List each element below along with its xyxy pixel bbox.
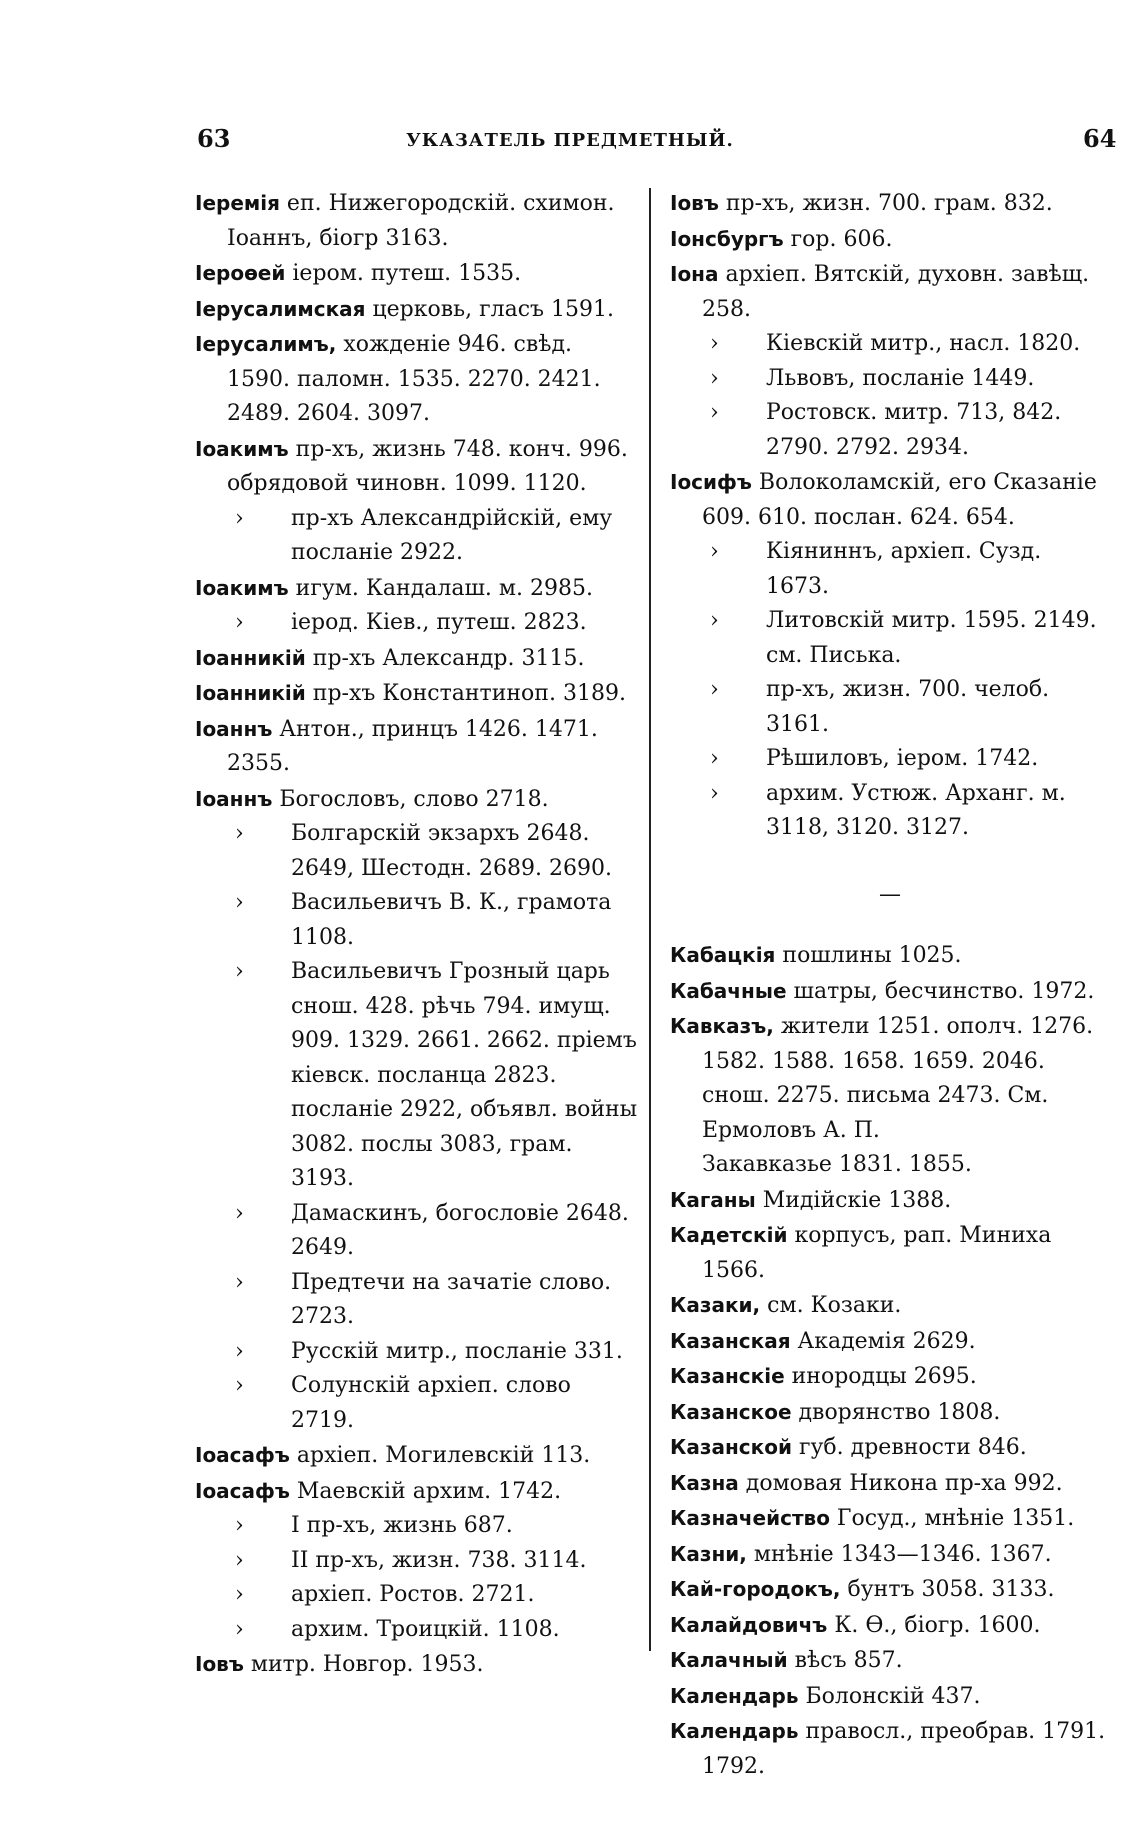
index-entry [195, 186, 640, 256]
entry-heading: Калайдовичъ [670, 1612, 828, 1637]
entry-text: пр-хъ, жизн. 700. грам. 832. [718, 191, 1053, 216]
index-entry [670, 1395, 1110, 1431]
entry-text: Болонскій 437. [798, 1683, 981, 1709]
subentry-text: Васильевичъ Грозный царь снош. 428. рѣчь 794. имущ. 909. 1329. 2661. 2662. пріемъ кіевск. посланца 2823. посланіе 2922, объявл. войны 3082. послы 3083, грам. 3193. [291, 959, 638, 1191]
index-subentry [235, 606, 640, 641]
index-entry [670, 1218, 1110, 1288]
entry-heading: Iоанникій [195, 681, 306, 705]
index-subentry [710, 673, 1110, 742]
left-column [195, 186, 640, 1683]
entry-heading: Iоасафъ [195, 1478, 290, 1503]
ditto-mark: › [710, 780, 719, 806]
entry-text: шатры, бесчинство. 1972. [786, 978, 1095, 1004]
entry-heading: Iоанникій [195, 645, 306, 670]
ditto-mark: › [710, 746, 719, 771]
index-entry [195, 1647, 640, 1683]
index-subentry [235, 1578, 640, 1613]
entry-text: архіеп. Могилевскій 113. [289, 1443, 591, 1468]
index-entry [670, 1183, 1110, 1219]
index-subentry [235, 1613, 640, 1648]
letter-separator: — [879, 881, 901, 907]
ditto-mark: › [710, 677, 719, 702]
entry-heading: Казначейство [670, 1506, 830, 1530]
entry-heading: Казанскіе [670, 1364, 785, 1388]
entry-heading: Казанская [670, 1328, 791, 1353]
index-entry [670, 1288, 1110, 1324]
ditto-mark: › [235, 1338, 244, 1364]
subentry-text: пр-хъ Александрійскій, ему посланіе 2922. [291, 505, 613, 565]
index-subentry [710, 362, 1110, 397]
subentry-text: I пр-хъ, жизнь 687. [291, 1513, 513, 1538]
subentry-text: Кіяниннъ, архіеп. Сузд. 1673. [766, 539, 1042, 599]
entry-heading: Iосифъ [670, 470, 752, 494]
entry-heading: Iоакимъ [195, 575, 289, 600]
entry-text: пр-хъ Александр. 3115. [305, 645, 585, 671]
index-entry [195, 1438, 640, 1474]
ditto-mark: › [235, 1373, 244, 1398]
entry-text: Маевскій архим. 1742. [289, 1478, 562, 1504]
index-continuation: Закавказье 1831. 1855. [702, 1152, 972, 1177]
index-entry [195, 782, 640, 818]
entry-text: Богословъ, слово 2718. [272, 786, 549, 812]
index-entry [195, 327, 640, 432]
entry-text: Госуд., мнѣніе 1351. [829, 1506, 1075, 1531]
subentry-text: іерод. Кіев., путеш. 2823. [291, 610, 587, 635]
index-entry [195, 292, 640, 328]
index-entry [195, 432, 640, 502]
index-entry [670, 1714, 1110, 1784]
ditto-mark: › [235, 890, 244, 915]
entry-text: Волоколамскій, его Сказаніе 609. 610. послан. 624. 654. [702, 470, 1097, 530]
entry-text: К. Ѳ., біогр. 1600. [827, 1612, 1041, 1638]
subentry-text: Рѣшиловъ, іером. 1742. [766, 746, 1039, 771]
entry-heading: Iеремія [195, 191, 280, 215]
entry-text: дворянство 1808. [791, 1399, 1001, 1425]
entry-heading: Кавказъ, [670, 1014, 774, 1038]
index-entry [670, 938, 1110, 974]
subentry-text: Кіевскій митр., насл. 1820. [766, 331, 1081, 356]
index-entry [670, 222, 1110, 258]
subentry-text: Солунскій архіеп. слово 2719. [291, 1373, 571, 1433]
index-entry [195, 641, 640, 677]
entry-heading: Казанское [670, 1399, 792, 1424]
entry-text: домовая Никона пр-ха 992. [738, 1470, 1063, 1496]
index-subentry [710, 327, 1110, 362]
index-subentry [235, 1509, 640, 1544]
ditto-mark: › [235, 959, 244, 984]
entry-text: пр-хъ, жизнь 748. конч. 996. обрядовой чиновн. 1099. 1120. [227, 436, 628, 496]
index-subentry [710, 742, 1110, 777]
index-subentry [235, 1197, 640, 1266]
entry-text: хожденіе 946. свѣд. 1590. паломн. 1535. 2270. 2421. 2489. 2604. 3097. [227, 332, 601, 426]
subentry-text: архим. Троицкій. 1108. [291, 1616, 560, 1642]
subentry-text: II пр-хъ, жизн. 738. 3114. [291, 1547, 587, 1573]
index-entry [670, 1679, 1110, 1715]
entry-heading: Iоакимъ [195, 436, 289, 461]
entry-heading: Iона [670, 262, 719, 286]
ditto-mark: › [235, 1269, 244, 1295]
index-subentry [235, 1335, 640, 1370]
index-entry [670, 1430, 1110, 1466]
entry-text: митр. Новгор. 1953. [243, 1652, 484, 1677]
index-entry [670, 1466, 1110, 1502]
entry-text: жители 1251. ополч. 1276. 1582. 1588. 1658. 1659. 2046. снош. 2275. письма 2473. См. Ермоловъ А. П. [702, 1014, 1094, 1143]
entry-heading: Казна [670, 1470, 739, 1495]
running-title: УКАЗАТЕЛЬ ПРЕДМЕТНЫЙ. [406, 130, 734, 151]
index-entry [670, 1608, 1110, 1644]
index-entry [670, 465, 1110, 535]
index-entry [195, 712, 640, 782]
entry-heading: Календарь [670, 1683, 799, 1708]
entry-text: еп. Нижегородскій. схимон. Іоаннъ, біогр 3163. [227, 191, 615, 251]
entry-text: правосл., преобрав. 1791. 1792. [702, 1719, 1106, 1779]
subentry-text: Русскій митр., посланіе 331. [291, 1338, 623, 1364]
index-entry [195, 676, 640, 712]
ditto-mark: › [710, 400, 719, 425]
entry-text: Мидійскіе 1388. [755, 1187, 952, 1213]
subentry-text: архим. Устюж. Арханг. м. 3118, 3120. 3127. [766, 780, 1066, 840]
entry-heading: Каганы [670, 1187, 756, 1212]
entry-text: мнѣніе 1343—1346. 1367. [746, 1541, 1052, 1567]
entry-text: игум. Кандалаш. м. 2985. [288, 575, 593, 601]
entry-heading: Казанской [670, 1435, 792, 1459]
ditto-mark: › [235, 1582, 244, 1607]
index-subentry [235, 817, 640, 886]
index-subentry [235, 1369, 640, 1438]
index-entry [670, 257, 1110, 327]
subentry-text: Болгарскій экзархъ 2648. 2649, Шестодн. 2689. 2690. [291, 821, 612, 881]
entry-heading: Казаки, [670, 1293, 761, 1317]
entry-heading: Кабачные [670, 978, 787, 1003]
entry-heading: Iероѳей [195, 261, 286, 285]
index-subentry [710, 777, 1110, 846]
entry-text: Антон., принцъ 1426. 1471. 2355. [227, 716, 598, 776]
subentry-text: Ростовск. митр. 713, 842. 2790. 2792. 2934. [766, 400, 1062, 460]
entry-text: архіеп. Вятскій, духовн. завѣщ. 258. [702, 262, 1090, 322]
entry-heading: Календарь [670, 1719, 799, 1743]
entry-heading: Iоасафъ [195, 1443, 290, 1467]
subentry-text: архіеп. Ростов. 2721. [291, 1582, 535, 1607]
entry-text: церковь, гласъ 1591. [365, 296, 614, 322]
ditto-mark: › [710, 539, 719, 564]
entry-text: іером. путеш. 1535. [285, 261, 522, 286]
index-entry [670, 1501, 1110, 1537]
subentry-text: Львовъ, посланіе 1449. [766, 365, 1035, 391]
entry-text: вѣсъ 857. [787, 1648, 903, 1673]
ditto-mark: › [235, 610, 244, 635]
ditto-mark: › [235, 505, 244, 531]
entry-text: инородцы 2695. [784, 1364, 977, 1389]
entry-heading: Iоаннъ [195, 716, 273, 741]
entry-heading: Кай-городокъ, [670, 1577, 841, 1601]
ditto-mark: › [235, 1616, 244, 1642]
entry-heading: Iонсбургъ [670, 226, 784, 251]
ditto-mark: › [235, 1513, 244, 1538]
entry-heading: Калачный [670, 1648, 788, 1672]
index-entry [670, 1324, 1110, 1360]
entry-text: см. Козаки. [760, 1293, 902, 1318]
entry-text: Академія 2629. [790, 1328, 976, 1354]
entry-text: пр-хъ Константиноп. 3189. [305, 681, 626, 706]
page-number-right: 64 [1083, 124, 1117, 153]
index-entry [195, 256, 640, 292]
index-entry [670, 1572, 1110, 1608]
index-subentry [710, 604, 1110, 673]
ditto-mark: › [710, 365, 719, 391]
ditto-mark: › [710, 608, 719, 633]
index-entry [195, 1474, 640, 1510]
ditto-mark: › [235, 1547, 244, 1573]
right-column [670, 186, 1110, 1784]
index-subentry [235, 955, 640, 1197]
subentry-text: Васильевичъ В. К., грамота 1108. [291, 890, 612, 950]
entry-text: пошлины 1025. [775, 943, 962, 968]
entry-heading: Казни, [670, 1541, 747, 1566]
column-divider [649, 188, 651, 1651]
index-entry [670, 1643, 1110, 1679]
index-subentry [710, 535, 1110, 604]
subentry-text: Предтечи на зачатіе слово. 2723. [291, 1269, 612, 1329]
index-subentry [235, 886, 640, 955]
index-entry [670, 1009, 1110, 1148]
entry-heading: Iовъ [670, 191, 719, 215]
entry-text: губ. древности 846. [791, 1435, 1027, 1460]
subentry-text: Литовскій митр. 1595. 2149. см. Писька. [766, 608, 1097, 668]
entry-heading: Iерусалимская [195, 296, 366, 321]
index-subentry [235, 502, 640, 571]
entry-heading: Iовъ [195, 1652, 244, 1676]
entry-text: гор. 606. [783, 226, 893, 252]
index-subentry [235, 1266, 640, 1335]
subentry-text: пр-хъ, жизн. 700. челоб. 3161. [766, 677, 1050, 737]
ditto-mark: › [235, 1200, 244, 1226]
entry-heading: Iоаннъ [195, 786, 273, 811]
index-entry [670, 1537, 1110, 1573]
entry-heading: Кабацкія [670, 943, 776, 967]
entry-heading: Iерусалимъ, [195, 332, 337, 356]
index-entry [670, 1359, 1110, 1395]
ditto-mark: › [710, 331, 719, 356]
index-entry [670, 974, 1110, 1010]
index-subentry [235, 1544, 640, 1579]
page-number-left: 63 [197, 124, 231, 153]
entry-heading: Кадетскій [670, 1223, 788, 1247]
entry-text: корпусъ, рап. Миниха 1566. [702, 1223, 1052, 1283]
index-subentry [710, 396, 1110, 465]
index-entry [670, 186, 1110, 222]
index-entry [195, 571, 640, 607]
ditto-mark: › [235, 821, 244, 846]
subentry-text: Дамаскинъ, богословіе 2648. 2649. [291, 1200, 629, 1260]
entry-text: бунтъ 3058. 3133. [840, 1577, 1055, 1602]
